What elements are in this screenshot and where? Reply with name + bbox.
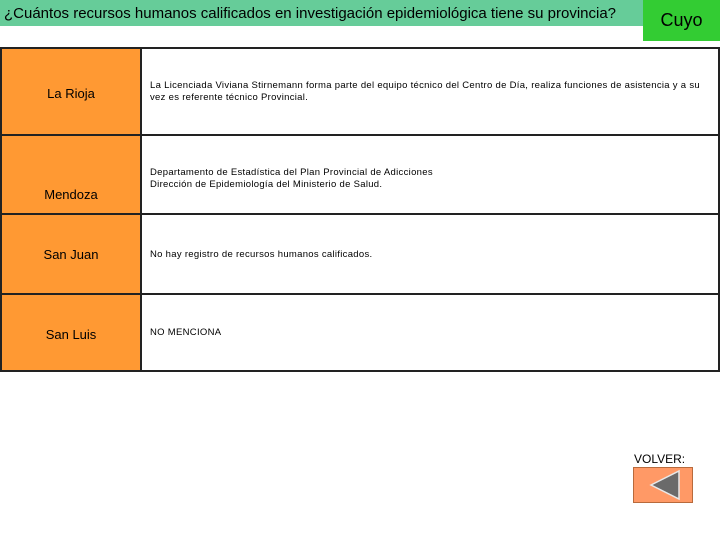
- description-text: Departamento de Estadística del Plan Provincial de Adicciones Dirección de Epidemiología del Ministerio de Salud.: [150, 167, 433, 190]
- description-text: NO MENCIONA: [150, 327, 222, 338]
- province-cell: [2, 49, 142, 134]
- description-text: La Licenciada Viviana Stirnemann forma parte del equipo técnico del Centro de Día, realiza funciones de asistencia y a su vez es referente técnico Provincial.: [150, 80, 700, 103]
- table-row: [2, 136, 718, 215]
- back-label: VOLVER:: [634, 452, 686, 466]
- province-name: Mendoza: [44, 187, 98, 202]
- table-row: [2, 295, 718, 370]
- description-cell: [142, 215, 718, 293]
- description-cell: [142, 49, 718, 134]
- back-button[interactable]: [633, 467, 693, 503]
- province-name: San Luis: [45, 327, 97, 342]
- page-title: ¿Cuántos recursos humanos calificados en investigación epidemiológica tiene su provincia?: [4, 4, 617, 22]
- province-cell: [2, 215, 142, 293]
- description-cell: [142, 136, 718, 213]
- region-badge: [643, 0, 720, 41]
- left-arrow-icon: [634, 468, 692, 502]
- province-cell: [2, 295, 142, 370]
- table-row: [2, 49, 718, 136]
- province-name: San Juan: [43, 246, 99, 262]
- description-cell: [142, 295, 718, 370]
- description-text: No hay registro de recursos humanos calificados.: [150, 249, 373, 260]
- page-title-bar: [0, 0, 643, 26]
- province-cell: [2, 136, 142, 213]
- table-row: [2, 215, 718, 295]
- region-label: Cuyo: [660, 10, 703, 30]
- province-name: La Rioja: [47, 86, 95, 101]
- provinces-table: [0, 47, 720, 372]
